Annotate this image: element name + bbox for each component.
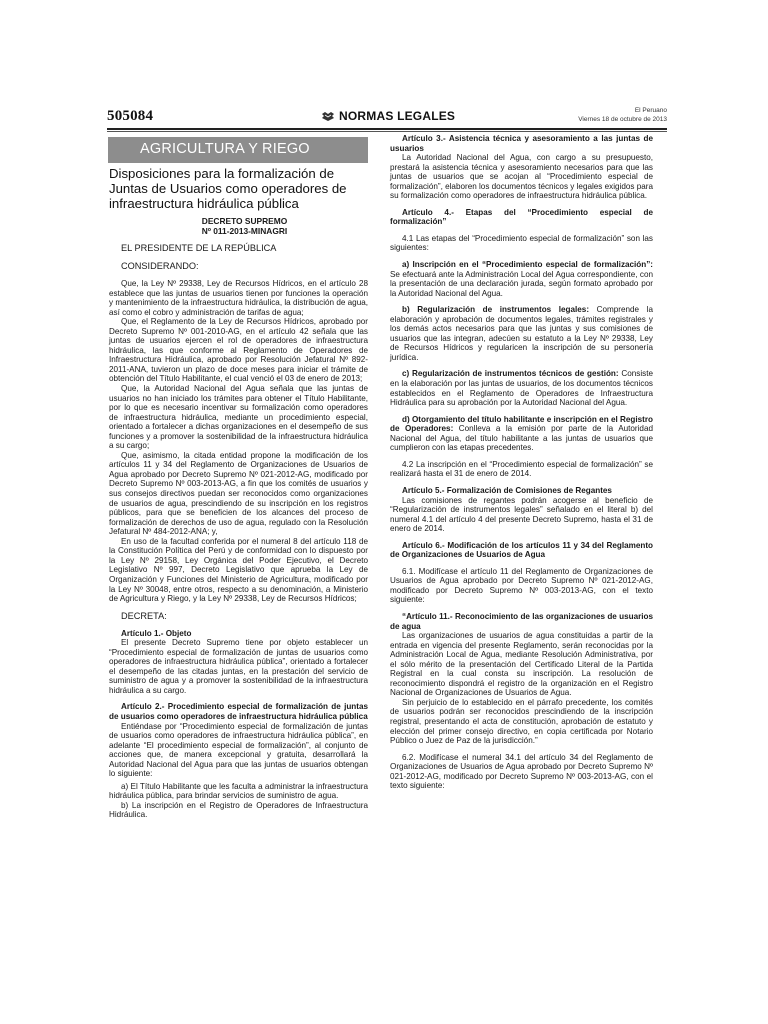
issue-date: Viernes 18 de octubre de 2013 [578,116,667,123]
left-column [109,166,368,820]
stage-a: a) Inscripción en el “Procedimiento especial de formalización”: Se efectuará ante la Administración Local del Agua correspondiente, con la presentación de una declaración jurada, según formato aprobado por la Autoridad Nacional del Agua. [390,260,653,298]
article-1-heading: Artículo 1.- Objeto [121,628,192,638]
article-2-item-a: a) El Título Habilitante que les faculta a administrar la infraestructura hidráulica pública, para brindar servicios de suministro de agua. [109,781,368,801]
header-rule [107,128,667,130]
considerando-paragraph: Que, el Reglamento de la Ley de Recursos Hídricos, aprobado por Decreto Supremo Nº 001-2010-AG, en el artículo 42 señala que las juntas de usuarios ejercen el rol de operadores de infraestructura hidráulica, las que conforme al Reglamento de Operadores de Infraestructura Hidráulica, aprobado por Resolución Jefatural Nº 892-2011-ANA, tuvieron un plazo de doce meses para iniciar el trámite de obtención del Título Habilitante, el cual venció el 03 de enero de 2013; [109,317,368,384]
considerando-heading: CONSIDERANDO: [121,261,199,271]
article-title: Disposiciones para la formalización de Juntas de Usuarios como operadores de infraestructura hidráulica pública [109,166,347,211]
article-3-body: La Autoridad Nacional del Agua, con cargo a su presupuesto, prestará la asistencia técnica y asesoramiento necesarios para que las juntas de usuarios que se acojan al “Procedimiento especial de formalización”, elaboren los documentos técnicos y legales exigidos para su formalización como operadores de infraestructura hidráulica pública. [390,153,653,201]
page-header [107,104,667,130]
article-6-1: 6.1. Modifícase el artículo 11 del Reglamento de Organizaciones de Usuarios de Agua aprobado por Decreto Supremo Nº 021-2012-AG, modificado por Decreto Supremo Nº 003-2013-AG, con el texto siguiente: [390,566,653,605]
newspaper-name: El Peruano [634,107,667,114]
article-2-item-b: b) La inscripción en el Registro de Operadores de Infraestructura Hidráulica. [109,800,368,820]
article-11-paragraph: Las organizaciones de usuarios de agua constituidas a partir de la entrada en vigencia del presente Reglamento, serán reconocidas por la Administración Local de Agua, mediante Resolución Administrativa, por el sólo mérito de la presentación del Certificado Literal de la Partida Registral en la cual consta su inscripción. La resolución de reconocimiento dispondrá el registro de la organización en el Registro Nacional de Organizaciones de Usuarios de Agua. [390,631,653,698]
article-11-heading: “Artículo 11.- Reconocimiento de las organizaciones de usuarios de agua [390,611,653,631]
right-column [390,134,653,791]
considerando-paragraph: Que, asimismo, la citada entidad propone la modificación de los artículos 11 y 34 del Reglamento de Organizaciones de Usuarios de Agua aprobado por Decreto Supremo Nº 021-2012-AG, modificado por Decreto Supremo Nº 003-2013-AG, a fin que los comités de usuarios y sus consejos directivos puedan ser reconocidos como organizaciones de usuarios de agua, prescindiendo de su inscripción en los registros públicos, para que se beneficien de los alcances del proceso de formalización de derechos de uso de agua, regulado con la Resolución Jefatural Nº 484-2012-ANA; y, [109,450,368,537]
stage-c: c) Regularización de instrumentos técnicos de gestión: Consiste en la elaboración por las juntas de usuarios, de los documentos técnicos establecidos en el Reglamento de Operadores de Infraestructura Hidráulica para su aprobación por la Autoridad Nacional del Agua. [390,369,653,408]
publication-name: NORMAS LEGALES [339,109,456,123]
considerando-paragraph: Que, la Ley Nº 29338, Ley de Recursos Hídricos, en el artículo 28 establece que las juntas de usuarios tienen por funciones la operación y mantenimiento de la infraestructura hidráulica, la distribución de agua, así como el cobro y administración de tarifas de agua; [109,279,368,317]
coat-of-arms-icon [321,111,335,122]
article-11-paragraph: Sin perjuicio de lo establecido en el párrafo precedente, los comités de usuarios podrán ser reconocidos prescindiendo de la inscripción registral, presentando el acta de constitución, aprobación de estatuto y elección del primer consejo directivo, en copia certificada por Notario Público o Juez de Paz de la jurisdicción.” [390,697,653,746]
article-2-heading: Artículo 2.- Procedimiento especial de formalización de juntas de usuarios como operadores de infraestructura hidráulica pública [109,702,368,721]
article-4-2: 4.2 La inscripción en el “Procedimiento especial de formalización” se realizará hasta el 31 de enero de 2014. [390,459,653,479]
article-4-heading: Artículo 4.- Etapas del “Procedimiento especial de formalización” [390,207,653,227]
decree-number: Nº 011-2013-MINAGRI [201,226,288,236]
considerando-paragraph: En uso de la facultad conferida por el numeral 8 del artículo 118 de la Constitución Política del Perú y de conformidad con lo dispuesto por la Ley Nº 29158, Ley Orgánica del Poder Ejecutivo, el Decreto Legislativo Nº 997, Decreto Legislativo que aprueba la Ley de Organización y Funciones del Ministerio de Agricultura, modificado por la Ley Nº 30048, entre otros, respecto a su denominación, a Ministerio de Agricultura y Riego, y la Ley Nº 29338, Ley de Recursos Hídricos; [109,536,368,604]
article-3-heading: Artículo 3.- Asistencia técnica y asesoramiento a las juntas de usuarios [390,134,653,153]
section-banner [108,137,368,163]
stage-d: d) Otorgamiento del título habilitante e inscripción en el Registro de Operadores: Conlleva a la emisión por parte de la Autoridad Nacional del Agua, del título habilitante a las juntas de usuarios que cumplieron con las etapas precedentes. [390,414,653,453]
page-number: 505084 [107,108,154,124]
article-1-body: El presente Decreto Supremo tiene por objeto establecer un “Procedimiento especial de formalización de juntas de usuarios como operadores de infraestructura hidráulica pública”, orientado a fortalecer el desempeño de las citadas juntas, en la prestación del servicio de suministro de agua y a promover la sostenibilidad de la infraestructura hidráulica a su cargo. [109,638,368,695]
article-2-body: Entiéndase por “Procedimiento especial de formalización de juntas de usuarios como operadores de infraestructura hidráulica pública”, en adelante “El procedimiento especial de formalización”, al conjunto de acciones que, de manera excepcional y gratuita, desarrollará la Autoridad Nacional del Agua para que las juntas de usuarios obtengan lo siguiente: [109,721,368,779]
stage-b: b) Regularización de instrumentos legales: Comprende la elaboración y aprobación de documentos legales, trámites registrales y los demás actos necesarios para que las juntas y sus comisiones de usuarios que las integran, adecúen su estatuto a la Ley Nº 29338, Ley de Recursos Hídricos y regularicen la inscripción de su personería jurídica. [390,305,653,362]
publication-logo [321,109,455,123]
article-5-body: Las comisiones de regantes podrán acogerse al beneficio de “Regularización de instrumentos legales” señalado en el literal b) del numeral 4.1 del artículo 4 del presente Decreto Supremo, hasta el 31 de enero de 2014. [390,495,653,534]
decree-type: DECRETO SUPREMO [201,216,288,226]
president-line: EL PRESIDENTE DE LA REPÚBLICA [121,243,277,253]
decreta-heading: DECRETA: [121,610,167,621]
section-title: AGRICULTURA Y RIEGO [140,141,310,157]
article-4-1: 4.1 Las etapas del “Procedimiento especial de formalización” son las siguientes: [390,233,653,253]
considerando-paragraph: Que, la Autoridad Nacional del Agua señala que las juntas de usuarios no han iniciado los trámites para obtener el Título Habilitante, por lo que es necesario incentivar su formalización como operadores de infraestructura hidráulica, mediante un procedimiento especial, orientado a fortalecer a dichas organizaciones en el desempeño de sus funciones y a promover la sostenibilidad de la infraestructura hidráulica a su cargo; [109,384,368,451]
article-5-heading: Artículo 5.- Formalización de Comisiones de Regantes [402,485,612,495]
header-meta [578,106,667,124]
article-6-2: 6.2. Modifícase el numeral 34.1 del artículo 34 del Reglamento de Organizaciones de Usuarios de Agua aprobado por Decreto Supremo Nº 021-2012-AG, modificado por Decreto Supremo Nº 003-2013-AG, con el texto siguiente: [390,752,653,791]
article-6-heading: Artículo 6.- Modificación de los artículos 11 y 34 del Reglamento de Organizaciones de Usuarios de Agua [390,540,653,560]
header-rule-thin [107,131,667,132]
